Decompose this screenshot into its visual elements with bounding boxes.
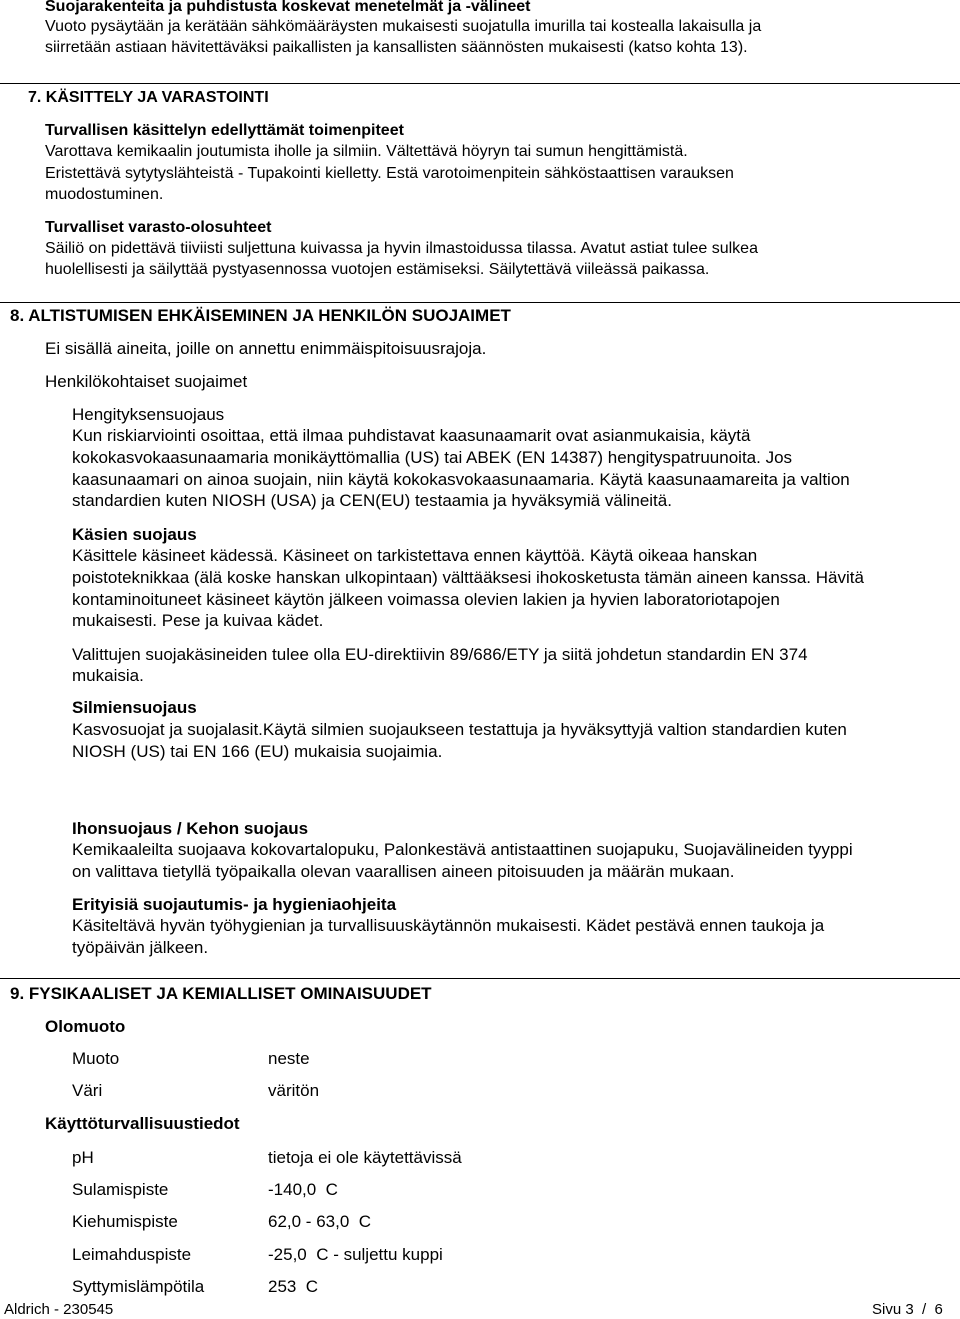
footer-product-id: Aldrich - 230545 xyxy=(4,1301,114,1318)
hand-heading: Käsien suojaus xyxy=(72,525,197,544)
section-divider xyxy=(0,83,960,84)
hand-line-4: mukaisesti. Pese ja kuivaa kädet. xyxy=(72,611,324,630)
section-divider xyxy=(0,302,960,303)
property-value-color: väritön xyxy=(268,1081,320,1100)
property-label-boiling-point: Kiehumispiste xyxy=(72,1212,178,1231)
respiratory-line-2: kokokasvokaasunaamaria monikäyttömallia (US) tai ABEK (EN 14387) hengityspatruunoita. Jos xyxy=(72,448,793,467)
body-line-1: Kemikaaleilta suojaava kokovartalopuku, Palonkestävä antistaattinen suojapuku, Suojavälineiden tyyppi xyxy=(72,840,853,859)
hand-line-3: kontaminoituneet käsineet käytön jälkeen voimassa olevien lakien ja hyvien laboratoriotapojen xyxy=(72,590,780,609)
property-value-form: neste xyxy=(268,1049,310,1068)
hand-line-1: Käsittele käsineet kädessä. Käsineet on tarkistettava ennen käyttöä. Käytä oikeaa hanskan xyxy=(72,546,758,565)
hygiene-heading: Erityisiä suojautumis- ja hygieniaohjeita xyxy=(72,895,397,914)
storage-line-1: Säiliö on pidettävä tiiviisti suljettuna kuivassa ja hyvin ilmastoidussa tilassa. Avatut astiat tulee sulkea xyxy=(45,240,758,257)
ppe-heading: Henkilökohtaiset suojaimet xyxy=(45,372,248,391)
property-label-melting-point: Sulamispiste xyxy=(72,1180,169,1199)
property-label-ph: pH xyxy=(72,1148,94,1167)
respiratory-heading: Hengityksensuojaus xyxy=(72,405,225,424)
hygiene-line-1: Käsiteltävä hyvän työhygienian ja turvallisuuskäytännön mukaisesti. Kädet pestävä ennen taukoja ja xyxy=(72,916,825,935)
handling-heading: Turvallisen käsittelyn edellyttämät toimenpiteet xyxy=(45,122,404,139)
storage-heading: Turvalliset varasto-olosuhteet xyxy=(45,219,272,236)
respiratory-line-1: Kun riskiarviointi osoittaa, että ilmaa puhdistavat kaasunaamarit ovat asianmukaisia, käytä xyxy=(72,426,751,445)
property-label-ignition-temperature: Syttymislämpötila xyxy=(72,1277,205,1296)
glove-line-2: mukaisia. xyxy=(72,666,144,685)
storage-line-2: huolellisesti ja säilyttää pystyasennossa vuotojen estämiseksi. Säilytettävä viileässä paikassa. xyxy=(45,261,710,278)
section-8-title: 8. ALTISTUMISEN EHKÄISEMINEN JA HENKILÖN SUOJAIMET xyxy=(10,306,511,325)
respiratory-line-3: kaasunaamari on ainoa suojain, niin käytä kokokasvokaasunaamaria. Käytä kaasunaamareita ja valtion xyxy=(72,470,850,489)
body-heading: Ihonsuojaus / Kehon suojaus xyxy=(72,819,309,838)
handling-line-1: Varottava kemikaalin joutumista iholle ja silmiin. Vältettävä höyryn tai sumun hengittämistä. xyxy=(45,143,688,160)
property-value-melting-point: -140,0 C xyxy=(268,1180,338,1199)
handling-line-3: muodostuminen. xyxy=(45,186,164,203)
property-value-flash-point: -25,0 C - suljettu kuppi xyxy=(268,1245,443,1264)
section-8-intro: Ei sisällä aineita, joille on annettu enimmäispitoisuusrajoja. xyxy=(45,339,487,358)
property-label-form: Muoto xyxy=(72,1049,120,1068)
property-label-color: Väri xyxy=(72,1081,103,1100)
body-line-2: on valittava tietyllä työpaikalla olevan vaarallisen aineen pitoisuuden ja määrän mukaan. xyxy=(72,862,735,881)
section-7-title: 7. KÄSITTELY JA VARASTOINTI xyxy=(28,89,269,106)
intro-line-2: siirretään astiaan hävitettäväksi paikallisten ja kansallisten säännösten mukaisesti (katso kohta 13). xyxy=(45,39,748,56)
property-value-boiling-point: 62,0 - 63,0 C xyxy=(268,1212,372,1231)
glove-line-1: Valittujen suojakäsineiden tulee olla EU-direktiivin 89/686/ETY ja siitä johdetun standardin EN 374 xyxy=(72,645,808,664)
property-value-ph: tietoja ei ole käytettävissä xyxy=(268,1148,462,1167)
property-label-flash-point: Leimahduspiste xyxy=(72,1245,192,1264)
eye-heading: Silmiensuojaus xyxy=(72,698,197,717)
footer-page-number: Sivu 3 / 6 xyxy=(872,1301,943,1318)
section-9-title: 9. FYSIKAALISET JA KEMIALLISET OMINAISUUDET xyxy=(10,984,432,1003)
intro-line-1: Vuoto pysäytään ja kerätään sähkömääräysten mukaisesti suojatulla imurilla tai kostealla lakaisulla ja xyxy=(45,18,762,35)
hand-line-2: poistoteknikkaa (älä koske hanskan ulkopintaan) välttääksesi ihokosketusta tämän aineen kanssa. Hävitä xyxy=(72,568,864,587)
property-value-ignition-temperature: 253 C xyxy=(268,1277,319,1296)
handling-line-2: Eristettävä sytytyslähteistä - Tupakointi kielletty. Estä varotoimenpitein sähköstaattisen varauksen xyxy=(45,165,734,182)
intro-heading: Suojarakenteita ja puhdistusta koskevat menetelmät ja -välineet xyxy=(45,0,531,15)
section-divider xyxy=(0,978,960,979)
eye-line-1: Kasvosuojat ja suojalasit.Käytä silmien suojaukseen testattuja ja hyväksyttyjä valtion standardien kuten xyxy=(72,720,847,739)
appearance-heading: Olomuoto xyxy=(45,1017,126,1036)
safety-heading: Käyttöturvallisuustiedot xyxy=(45,1114,240,1133)
hygiene-line-2: työpäivän jälkeen. xyxy=(72,938,209,957)
respiratory-line-4: standardien kuten NIOSH (USA) ja CEN(EU) testaamia ja hyväksymiä välineitä. xyxy=(72,491,672,510)
eye-line-2: NIOSH (US) tai EN 166 (EU) mukaisia suojaimia. xyxy=(72,742,443,761)
